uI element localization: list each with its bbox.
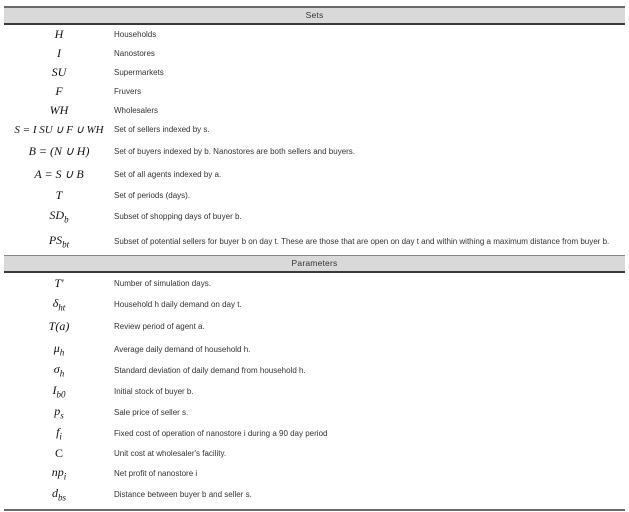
description: Standard deviation of daily demand from household h. bbox=[114, 366, 306, 375]
symbol: $f_i$ bbox=[56, 425, 62, 442]
description: Fixed cost of operation of nanostore i during a 90 day period bbox=[114, 429, 328, 438]
table-row bbox=[4, 463, 625, 484]
symbol: T' bbox=[54, 276, 64, 290]
table-row bbox=[4, 484, 625, 505]
symbol: T(a) bbox=[48, 319, 70, 333]
description: Unit cost at wholesaler's facility. bbox=[114, 449, 227, 458]
table-row bbox=[4, 101, 625, 120]
description: Wholesalers bbox=[114, 106, 159, 115]
symbol: I bbox=[57, 46, 61, 60]
table-row bbox=[4, 205, 625, 227]
description: Review period of agent a. bbox=[114, 322, 205, 331]
description: Distance between buyer b and seller s. bbox=[114, 490, 252, 499]
symbol: C bbox=[54, 446, 63, 460]
table-row bbox=[4, 444, 625, 463]
table-row bbox=[4, 25, 625, 44]
description: Set of all agents indexed by a. bbox=[114, 170, 222, 179]
table-row bbox=[4, 402, 625, 423]
table-row bbox=[4, 273, 625, 294]
description: Sale price of seller s. bbox=[114, 408, 189, 417]
table-row bbox=[4, 423, 625, 444]
description: Supermarkets bbox=[114, 68, 164, 77]
table-row bbox=[4, 338, 625, 360]
description: Net profit of nanostore i bbox=[114, 469, 198, 478]
symbol: WH bbox=[49, 103, 69, 117]
symbol: F bbox=[55, 84, 63, 98]
description: Initial stock of buyer b. bbox=[114, 387, 194, 396]
table-row bbox=[4, 63, 625, 82]
symbol: H bbox=[54, 27, 64, 41]
table-row bbox=[4, 44, 625, 63]
symbol: $np_i$ bbox=[51, 465, 67, 482]
description: Number of simulation days. bbox=[114, 279, 211, 288]
description: Subset of shopping days of buyer b. bbox=[114, 211, 242, 221]
notation-table bbox=[4, 6, 625, 511]
description: Subset of potential sellers for buyer b on day t. These are those that are open on day t and within withing a maximum distance from buyer b. bbox=[114, 236, 610, 246]
symbol: B = (N ∪ H) bbox=[28, 144, 90, 158]
symbol: $d_{bs}$ bbox=[51, 486, 66, 503]
description: Fruvers bbox=[114, 87, 142, 96]
table-row bbox=[4, 381, 625, 402]
symbol: $PS_{bt}$ bbox=[48, 232, 70, 250]
bottom-rule bbox=[4, 509, 625, 511]
description: Nanostores bbox=[114, 49, 155, 58]
table-row bbox=[4, 164, 625, 185]
table-row bbox=[4, 185, 625, 205]
description: Average daily demand of household h. bbox=[114, 344, 251, 354]
description: Household h daily demand on day t. bbox=[114, 300, 242, 309]
description: Set of periods (days). bbox=[114, 190, 191, 200]
table-row bbox=[4, 120, 625, 139]
section-header-sets: Sets bbox=[4, 8, 625, 25]
symbol: $\sigma_h$ bbox=[53, 362, 65, 379]
symbol: $I_{b0}$ bbox=[52, 383, 66, 400]
symbol: $\delta_{ht}$ bbox=[52, 296, 66, 313]
symbol: A = S ∪ B bbox=[34, 167, 84, 181]
description: Households bbox=[114, 30, 157, 39]
symbol: S = I SU ∪ F ∪ WH bbox=[14, 124, 104, 136]
symbol: $\mu_h$ bbox=[53, 340, 65, 358]
description: Set of sellers indexed by s. bbox=[114, 125, 210, 134]
table-row bbox=[4, 227, 625, 255]
table-row bbox=[4, 82, 625, 101]
symbol: T bbox=[55, 187, 63, 202]
table-row bbox=[4, 294, 625, 315]
symbol: $p_s$ bbox=[54, 404, 64, 421]
table-row bbox=[4, 360, 625, 381]
table-row bbox=[4, 139, 625, 164]
symbol: SU bbox=[51, 65, 67, 79]
symbol: $SD_b$ bbox=[49, 207, 69, 225]
section-header-parameters: Parameters bbox=[4, 255, 625, 273]
table-row bbox=[4, 315, 625, 338]
description: Set of buyers indexed by b. Nanostores are both sellers and buyers. bbox=[114, 147, 356, 156]
